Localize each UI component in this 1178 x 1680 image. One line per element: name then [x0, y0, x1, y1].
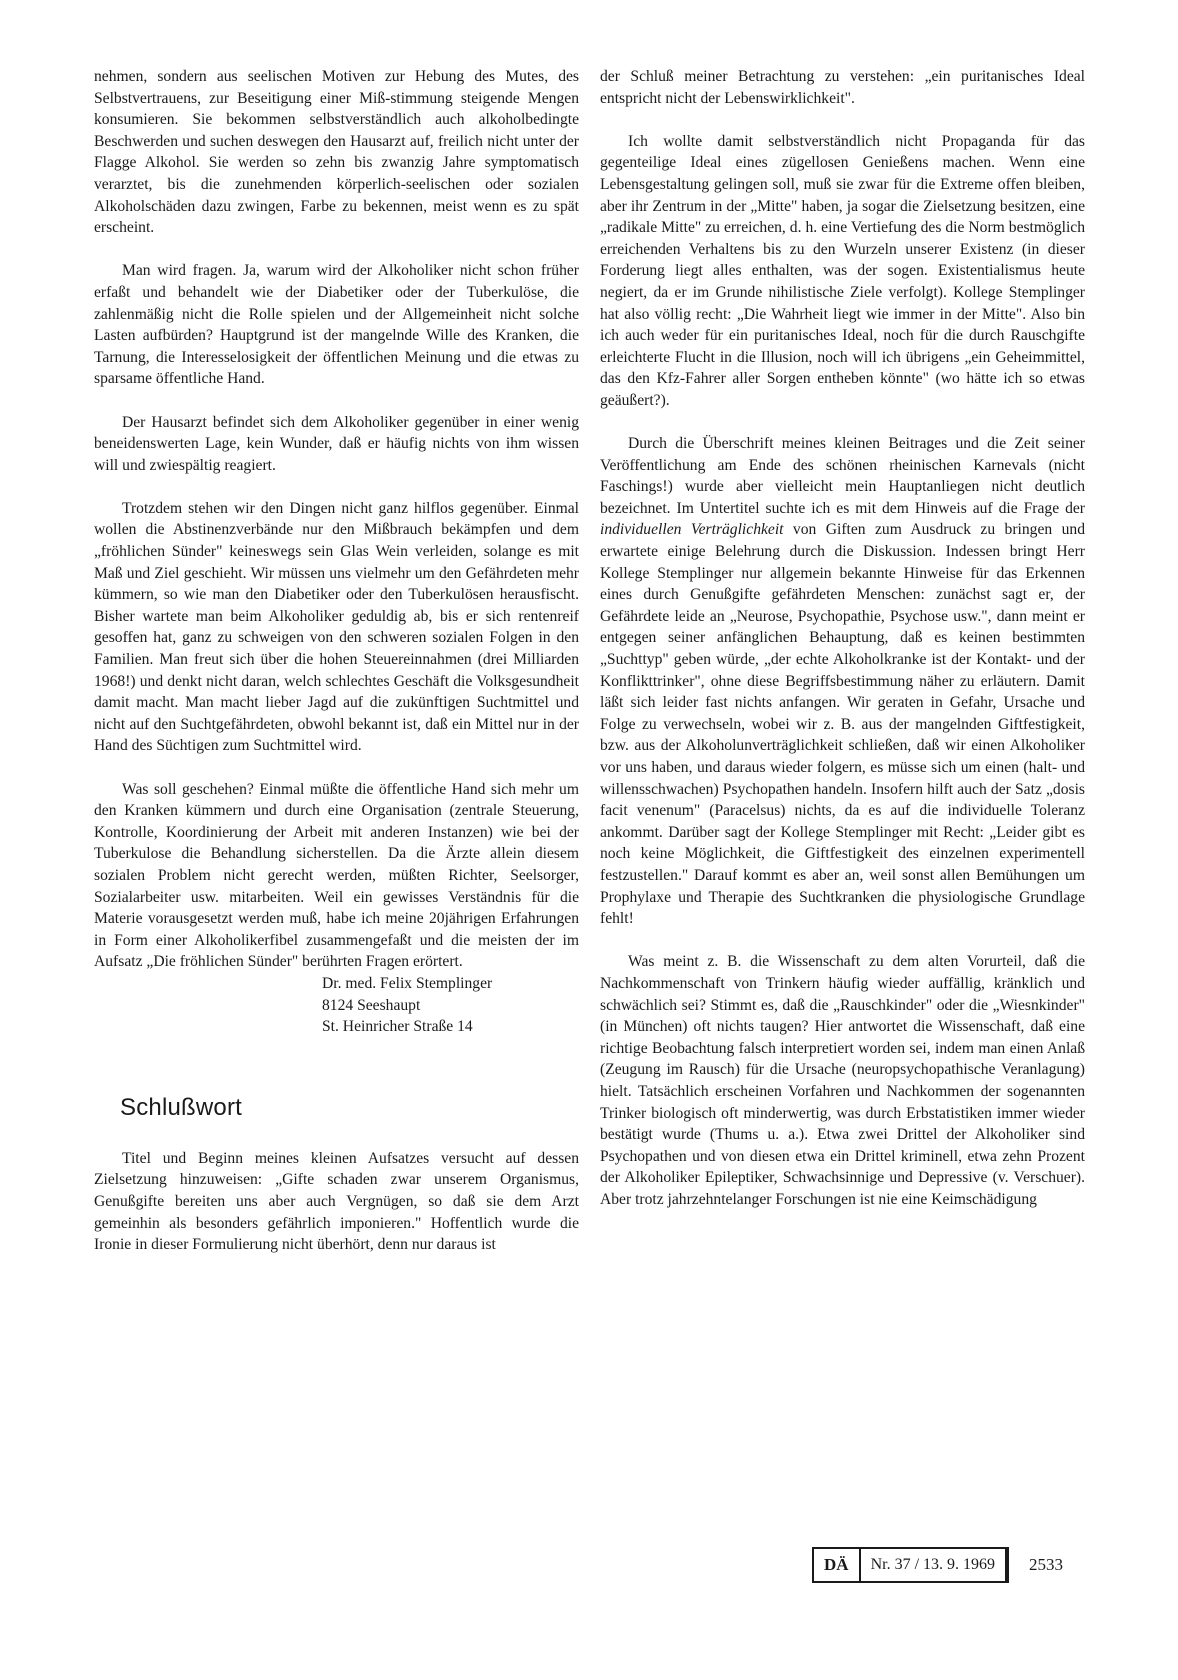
paragraph: nehmen, sondern aus seelischen Motiven zur Hebung des Mutes, des Selbstvertrauens, zur Beseitigung einer Miß-stimmung steigende Mengen konsumieren. Sie bekommen selbstverständlich auch alkoholbedingte Beschwerden und suchen deswegen den Hausarzt auf, freilich nicht unter der Flagge Alkohol. Sie werden so zehn bis zwanzig Jahre symptomatisch verarztet, bis die zunehmenden körperlich-seelischen oder sozialen Alkoholschäden dazu zwingen, Farbe zu bekennen, meist wenn es zu spät erscheint.: [94, 68, 579, 237]
paragraph: Trotzdem stehen wir den Dingen nicht ganz hilflos gegenüber. Einmal wollen die Abstinenzverbände nur den Mißbrauch bekämpfen und dem „fröhlichen Sünder" keineswegs sein Glas Wein verleiden, solange es mit Maß und Ziel geschieht. Wir müssen uns vielmehr um den Gefährdeten mehr kümmern, so wie man den Diabetiker oder den Tuberkulösen herausfischt. Bisher wartete man beim Alkoholiker geduldig ab, bis er sich rentenreif gesoffen hat, ganz zu schweigen von den schweren sozialen Folgen in den Familien. Man freut sich über die hohen Steuereinnahmen (drei Milliarden 1968!) und denkt nicht daran, welch schlechtes Geschäft die Volksgesundheit damit macht. Man macht lieber Jagd auf die zukünftigen Suchtmittel und nicht auf den Suchtgefährdeten, obwohl bekannt ist, daß ein Mittel nur in der Hand des Süchtigen zum Suchtmittel wird.: [94, 499, 579, 755]
paragraph: Was meint z. B. die Wissenschaft zu dem alten Vorurteil, daß die Nachkommenschaft von Trinkern häufig wieder auffällig, kränklich und schwächlich sei? Stimmt es, daß die „Rauschkinder" oder die „Wiesnkinder" (in München) oft nichts taugen? Hier antwortet die Wissenschaft, daß eine richtige Beobachtung falsch interpretiert worden sei, indem man einen Anlaß (Zeugung im Rausch) für die Ursache (neuropsychopathische Veranlagung) hielt. Tatsächlich erscheinen Vorfahren und Nachkommen der sogenannten Trinker biologisch oft minderwertig, was durch Erbstatistiken immer wieder bestätigt wurde (Thums u. a.). Etwa zwei Drittel der Alkoholiker sind Psychopathen und von diesen etwa ein Drittel kriminell, etwa zehn Prozent der Alkoholiker Epileptiker, Schwachsinnige und Depressive (v. Verschuer). Aber trotz jahrzehntelanger Forschungen ist nie eine Keimschädigung: [600, 953, 1085, 1208]
paragraph: Was soll geschehen? Einmal müßte die öffentliche Hand sich mehr um den Kranken kümmern und durch eine Organisation (zentrale Steuerung, Kontrolle, Koordinierung der Arbeit mit anderen Instanzen) wie bei der Tuberkulose die Behandlung sicherstellen. Da die Ärzte allein diesem sozialen Problem nicht gerecht werden, müßten Richter, Seelsorger, Sozialarbeiter usw. mitarbeiten. Weil ein gewisses Verständnis für die Materie vorausgesetzt werden muß, habe ich meine 20jährigen Erfahrungen in Form einer Alkoholikerfibel zusammengefaßt und die meisten der im Aufsatz „Die fröhlichen Sünder" berührten Fragen erörtert.: [94, 780, 579, 971]
journal-badge: [812, 1547, 1009, 1583]
signature-city: 8124 Seeshaupt: [322, 996, 421, 1014]
section-heading: Schlußwort: [120, 1093, 243, 1121]
issue-info: Nr. 37 / 13. 9. 1969: [861, 1549, 1007, 1581]
left-column: [94, 66, 579, 1256]
paragraph: Titel und Beginn meines kleinen Aufsatzes versucht auf dessen Zielsetzung hinzuweisen: „Gifte schaden zwar unserem Organismus, Genußgifte bereiten uns aber auch Vergnügen, so daß sie dem Arzt gemeinhin als besonders gefährlich imponieren." Hoffentlich wurde die Ironie in dieser Formulierung nicht überhört, denn nur daraus ist: [94, 1149, 579, 1254]
emphasis-text: individuellen Verträglichkeit: [600, 521, 784, 539]
paragraph: Der Hausarzt befindet sich dem Alkoholiker gegenüber in einer wenig beneidenswerten Lage, kein Wunder, daß er häufig nichts von ihm wissen will und zwiespältig reagiert.: [94, 413, 579, 474]
journal-abbrev: DÄ: [814, 1549, 861, 1581]
signature-name: Dr. med. Felix Stemplinger: [322, 974, 493, 992]
signature-street: St. Heinricher Straße 14: [322, 1018, 473, 1036]
paragraph: der Schluß meiner Betrachtung zu verstehen: „ein puritanisches Ideal entspricht nicht der Lebenswirklichkeit".: [600, 68, 1085, 107]
paragraph-text: Durch die Überschrift meines kleinen Beitrages und die Zeit seiner Veröffentlichung am Ende des schönen rheinischen Karnevals (nicht Faschings!) wurde aber vielleicht mein Hauptanliegen nicht deutlich bezeichnet. Im Untertitel suchte ich es mit dem Hinweis auf die Frage der: [600, 435, 1085, 517]
paragraph: [600, 433, 1085, 930]
page-footer: [812, 1547, 1063, 1583]
paragraph: Man wird fragen. Ja, warum wird der Alkoholiker nicht schon früher erfaßt und behandelt wie der Diabetiker oder der Tuberkulöse, die zahlenmäßig nicht die Rolle spielen und der Allgemeinheit nicht solche Lasten aufbürden? Hauptgrund ist der mangelnde Wille des Kranken, die Tarnung, die Interesselosigkeit der öffentlichen Meinung und die etwas zu sparsame öffentliche Hand.: [94, 262, 579, 388]
paragraph-text: von Giften zum Ausdruck zu bringen und erwartete einige Belehrung durch die Diskussion. Indessen bringt Herr Kollege Stemplinger nur allgemein bekannte Hinweise für das Erkennen eines durch Genußgifte gefährdeten Menschen: zunächst sagt er, der Gefährdete leide an „Neurose, Psychopathie, Psychose usw.", dann meint er entgegen seiner anfänglichen Behauptung, daß es keinen bestimmten „Suchttyp" geben würde, „der echte Alkoholkranke ist der Kontakt- und der Konflikttrinker", ohne diese Begriffsbestimmung näher zu erläutern. Damit läßt sich leider fast nichts anfangen. Wir geraten in Gefahr, Ursache und Folge zu verwechseln, wobei wir z. B. aus der mangelnden Giftfestigkeit, bzw. aus der Alkoholunverträglichkeit schließen, daß wir einen Alkoholiker vor uns haben, und daraus wieder folgern, es müsse sich um einen (halt- und willensschwachen) Psychopathen handeln. Insofern hilft auch der Satz „dosis facit venenum" (Paracelsus) nichts, da es auf die individuelle Toleranz ankommt. Darüber sagt der Kollege Stemplinger mit Recht: „Leider gibt es noch keine Möglichkeit, die Giftfestigkeit des einzelnen experimentell festzustellen." Darauf kommt es aber an, weil sonst allen Bemühungen um Prophylaxe und Therapie des Suchtkranken die physiologische Grundlage fehlt!: [600, 521, 1085, 928]
page-number: 2533: [1029, 1555, 1064, 1574]
paragraph: Ich wollte damit selbstverständlich nicht Propaganda für das gegenteilige Ideal eines zügellosen Genießens machen. Wenn eine Lebensgestaltung gelingen soll, muß sie zwar für die Extreme offen bleiben, aber ihr Zentrum in der „Mitte" haben, ja sogar die Zielsetzung besitzen, eine „radikale Mitte" zu erreichen, d. h. eine Vertiefung des die Norm bestmöglich erreichenden Verhaltens bis zu den Wurzeln unserer Existenz (in dieser Forderung liegt alles enthalten, was der sogen. Existentialismus heute negiert, da er im Grunde nihilistische Ziele verfolgt). Kollege Stemplinger hat also völlig recht: „Die Wahrheit liegt wie immer in der Mitte". Also bin ich auch weder für ein puritanisches Ideal, noch für die durch Rauschgifte erleichterte Flucht in die Illusion, noch will ich übrigens „ein Geheimmittel, das den Kfz-Fahrer aller Sorgen entheben könnte" (wo hätte ich so etwas geäußert?).: [600, 132, 1085, 409]
signature-block: [322, 973, 579, 1038]
right-column: [600, 66, 1085, 1210]
